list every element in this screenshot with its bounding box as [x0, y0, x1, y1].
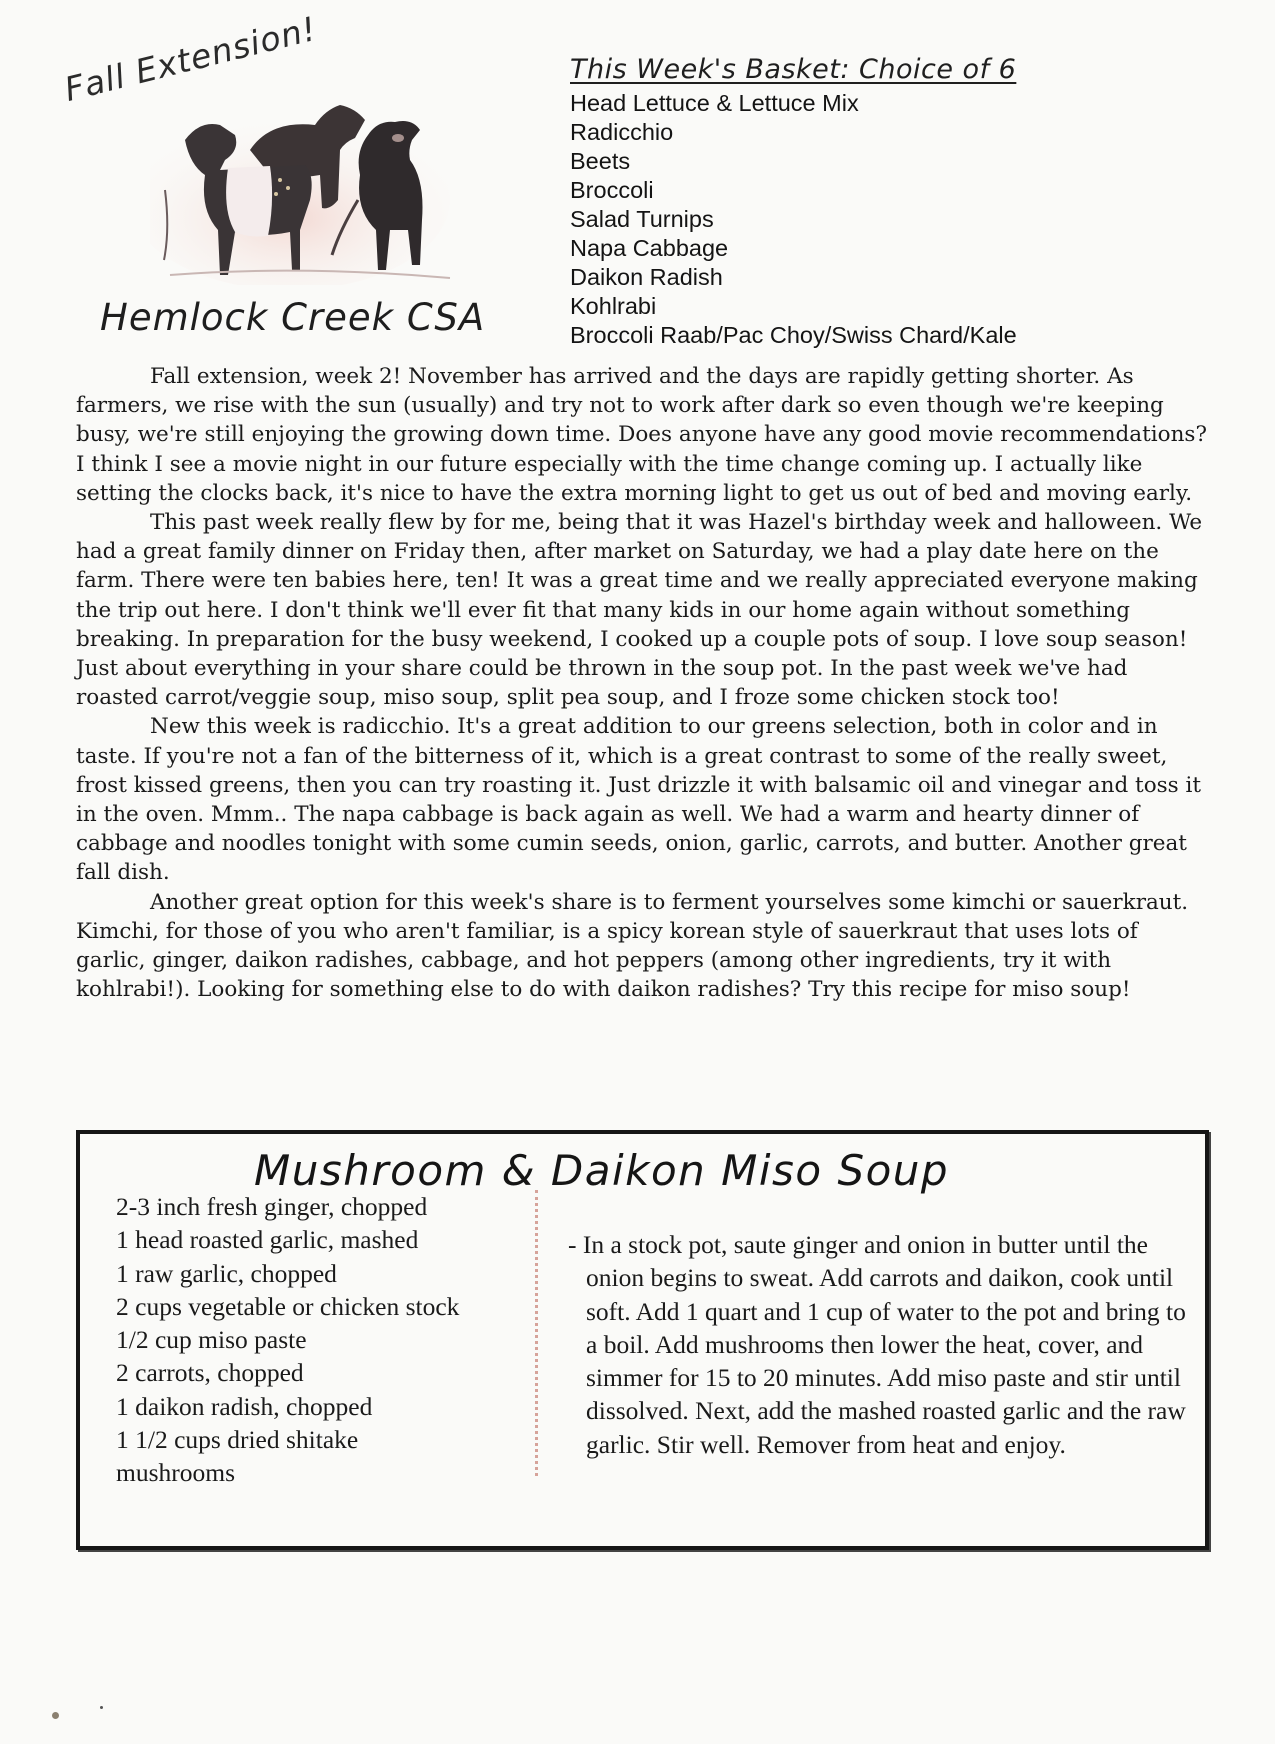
basket-item: Daikon Radish — [570, 264, 723, 290]
basket-item: Broccoli Raab/Pac Choy/Swiss Chard/Kale — [570, 322, 1017, 348]
newsletter-body — [76, 362, 1211, 1004]
body-paragraph: This past week really flew by for me, being that it was Hazel's birthday week and halloween. We had a great family dinner on Friday then, after market on Saturday, we had a play date here on the farm. There were ten babies here, ten! It was a great time and we really appreciated everyone making the trip out here. I don't think we'll ever fit that many kids in our home again without something breaking. In preparation for the busy weekend, I cooked up a couple pots of soup. I love soup season! Just about everything in your share could be thrown in the soup pot. In the past week we've had roasted carrot/veggie soup, miso soup, split pea soup, and I froze some chicken stock too! — [76, 510, 1203, 711]
recipe-directions: - In a stock pot, saute ginger and onion in butter until the onion begins to sweat. Add carrots and daikon, cook until soft. Add 1 quart and 1 cup of water to the pot and bring to a boil. Add mushrooms then lower the heat, cover, and simmer for 15 to 20 minutes. Add miso paste and stir until dissolved. Next, add the mashed roasted garlic and the raw garlic. Stir well. Remover from heat and enjoy. — [568, 1230, 1186, 1459]
ingredients-list — [116, 1190, 516, 1490]
ingredient-item: 2-3 inch fresh ginger, chopped — [116, 1192, 428, 1221]
recipe-title: Mushroom & Daikon Miso Soup — [254, 1146, 950, 1195]
body-paragraph: Fall extension, week 2! November has arrived and the days are rapidly getting shorter. As farmers, we rise with the sun (usually) and try not to work after dark so even though we're keeping busy, we're still enjoying the growing down time. Does anyone have any good movie recommendations? I think I see a movie night in our future especially with the time change coming up. I actually like setting the clocks back, it's nice to have the extra morning light to get us out of bed and moving early. — [76, 364, 1207, 506]
basket-items-list — [570, 89, 1130, 350]
basket-item: Radicchio — [570, 119, 674, 145]
ingredient-item: 1 raw garlic, chopped — [116, 1258, 337, 1288]
ingredient-item: 2 cups vegetable or chicken stock — [116, 1291, 460, 1321]
recipe-box — [76, 1130, 1209, 1550]
logo-farm-name: Hemlock Creek CSA — [100, 296, 486, 339]
ingredient-item: 1 head roasted garlic, mashed — [116, 1225, 419, 1255]
ingredient-item: 1 1/2 cups dried shitake — [116, 1425, 359, 1455]
basket-item: Beets — [570, 148, 631, 174]
logo-fall-extension-text: Fall Extension! — [60, 8, 321, 109]
basket-item: Kohlrabi — [570, 293, 657, 319]
basket-item: Salad Turnips — [570, 206, 714, 232]
basket-item: Head Lettuce & Lettuce Mix — [570, 90, 859, 116]
recipe-column-divider — [535, 1190, 538, 1476]
scan-speck — [100, 1706, 103, 1709]
basket-item: Broccoli — [570, 177, 654, 203]
basket-title: This Week's Basket: Choice of 6 — [570, 54, 1017, 85]
body-paragraph: New this week is radicchio. It's a great addition to our greens selection, both in color and in taste. If you're not a fan of the bitterness of it, which is a great contrast to some of the really sweet, frost kissed greens, then you can try roasting it. Just drizzle it with balsamic oil and vinegar and toss it in the oven. Mmm.. The napa cabbage is back again as well. We had a warm and hearty dinner of cabbage and noodles tonight with some cumin seeds, onion, garlic, carrots, and butter. Another great fall dish. — [76, 714, 1202, 886]
ingredient-item: 2 carrots, chopped — [116, 1358, 304, 1388]
ingredient-item: 1/2 cup miso paste — [116, 1325, 307, 1355]
ingredient-item: 1 daikon radish, chopped — [116, 1391, 373, 1421]
basket-item: Napa Cabbage — [570, 235, 729, 261]
ingredient-item: mushrooms — [116, 1458, 236, 1488]
three-cows-illustration-icon — [150, 80, 470, 285]
body-paragraph: Another great option for this week's share is to ferment yourselves some kimchi or sauerkraut. Kimchi, for those of you who aren't familiar, is a spicy korean style of sauerkraut that uses lots of garlic, ginger, daikon radishes, cabbage, and hot peppers (among other ingredients, try it with kohlrabi!). Looking for something else to do with daikon radishes? Try this recipe for miso soup! — [76, 889, 1189, 1003]
scan-speck — [52, 1712, 59, 1719]
weekly-basket — [570, 54, 1130, 350]
